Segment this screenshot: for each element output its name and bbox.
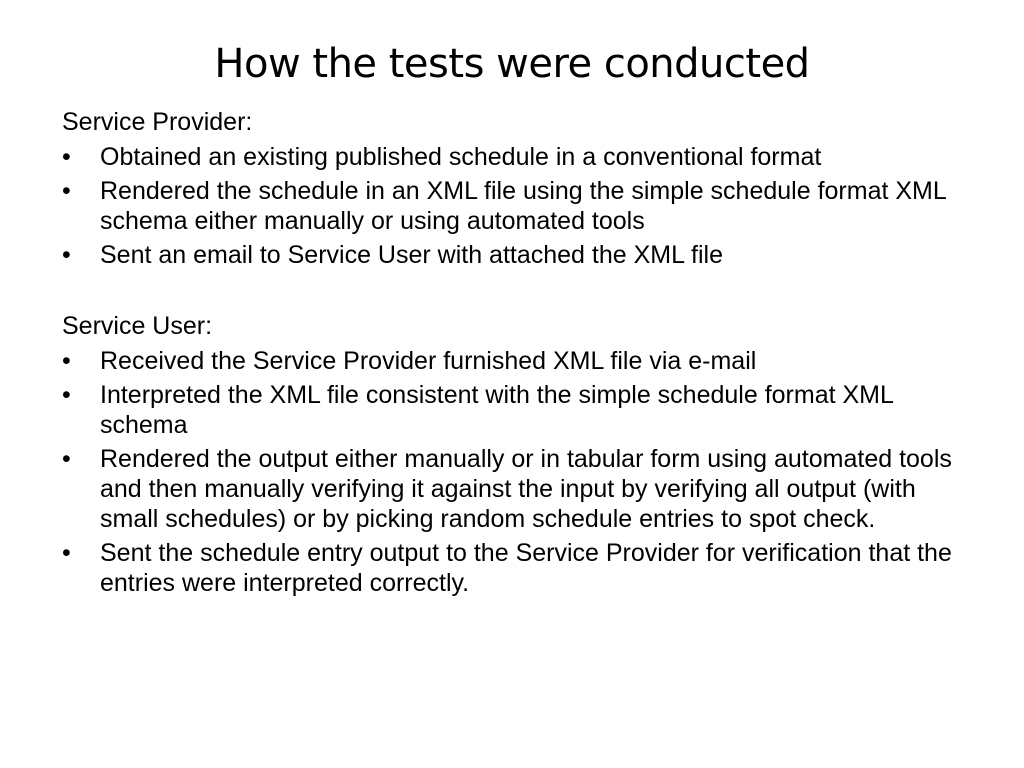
section-spacer [62, 274, 962, 311]
bullet-item [62, 346, 962, 376]
bullet-text: Rendered the output either manually or in tabular form using automated tools and then manually verifying it against the input by verifying all output (with small schedules) or by picking random schedule entries to spot check. [100, 445, 952, 533]
bullet-icon: • [62, 381, 71, 409]
bullet-item [62, 142, 962, 172]
section-service-provider [62, 107, 962, 270]
section-heading: Service User: [62, 312, 213, 340]
section-heading: Service Provider: [62, 108, 253, 136]
bullet-item [62, 380, 962, 440]
bullet-text: Sent the schedule entry output to the Service Provider for verification that the entries were interpreted correctly. [100, 539, 952, 597]
bullet-icon: • [62, 143, 71, 171]
slide-content [62, 107, 962, 602]
bullet-icon: • [62, 347, 71, 375]
bullet-text: Interpreted the XML file consistent with the simple schedule format XML schema [100, 381, 893, 439]
bullet-text: Obtained an existing published schedule in a conventional format [100, 143, 822, 171]
bullet-item [62, 176, 962, 236]
bullet-icon: • [62, 445, 71, 473]
bullet-list [62, 346, 962, 598]
bullet-text: Rendered the schedule in an XML file using the simple schedule format XML schema either manually or using automated tools [100, 177, 946, 235]
bullet-item [62, 444, 962, 534]
bullet-text: Received the Service Provider furnished XML file via e-mail [100, 347, 757, 375]
bullet-list [62, 142, 962, 270]
section-service-user [62, 311, 962, 598]
bullet-icon: • [62, 241, 71, 269]
bullet-text: Sent an email to Service User with attached the XML file [100, 241, 723, 269]
bullet-icon: • [62, 539, 71, 567]
slide-title: How the tests were conducted [214, 41, 810, 87]
bullet-item [62, 538, 962, 598]
bullet-icon: • [62, 177, 71, 205]
bullet-item [62, 240, 962, 270]
